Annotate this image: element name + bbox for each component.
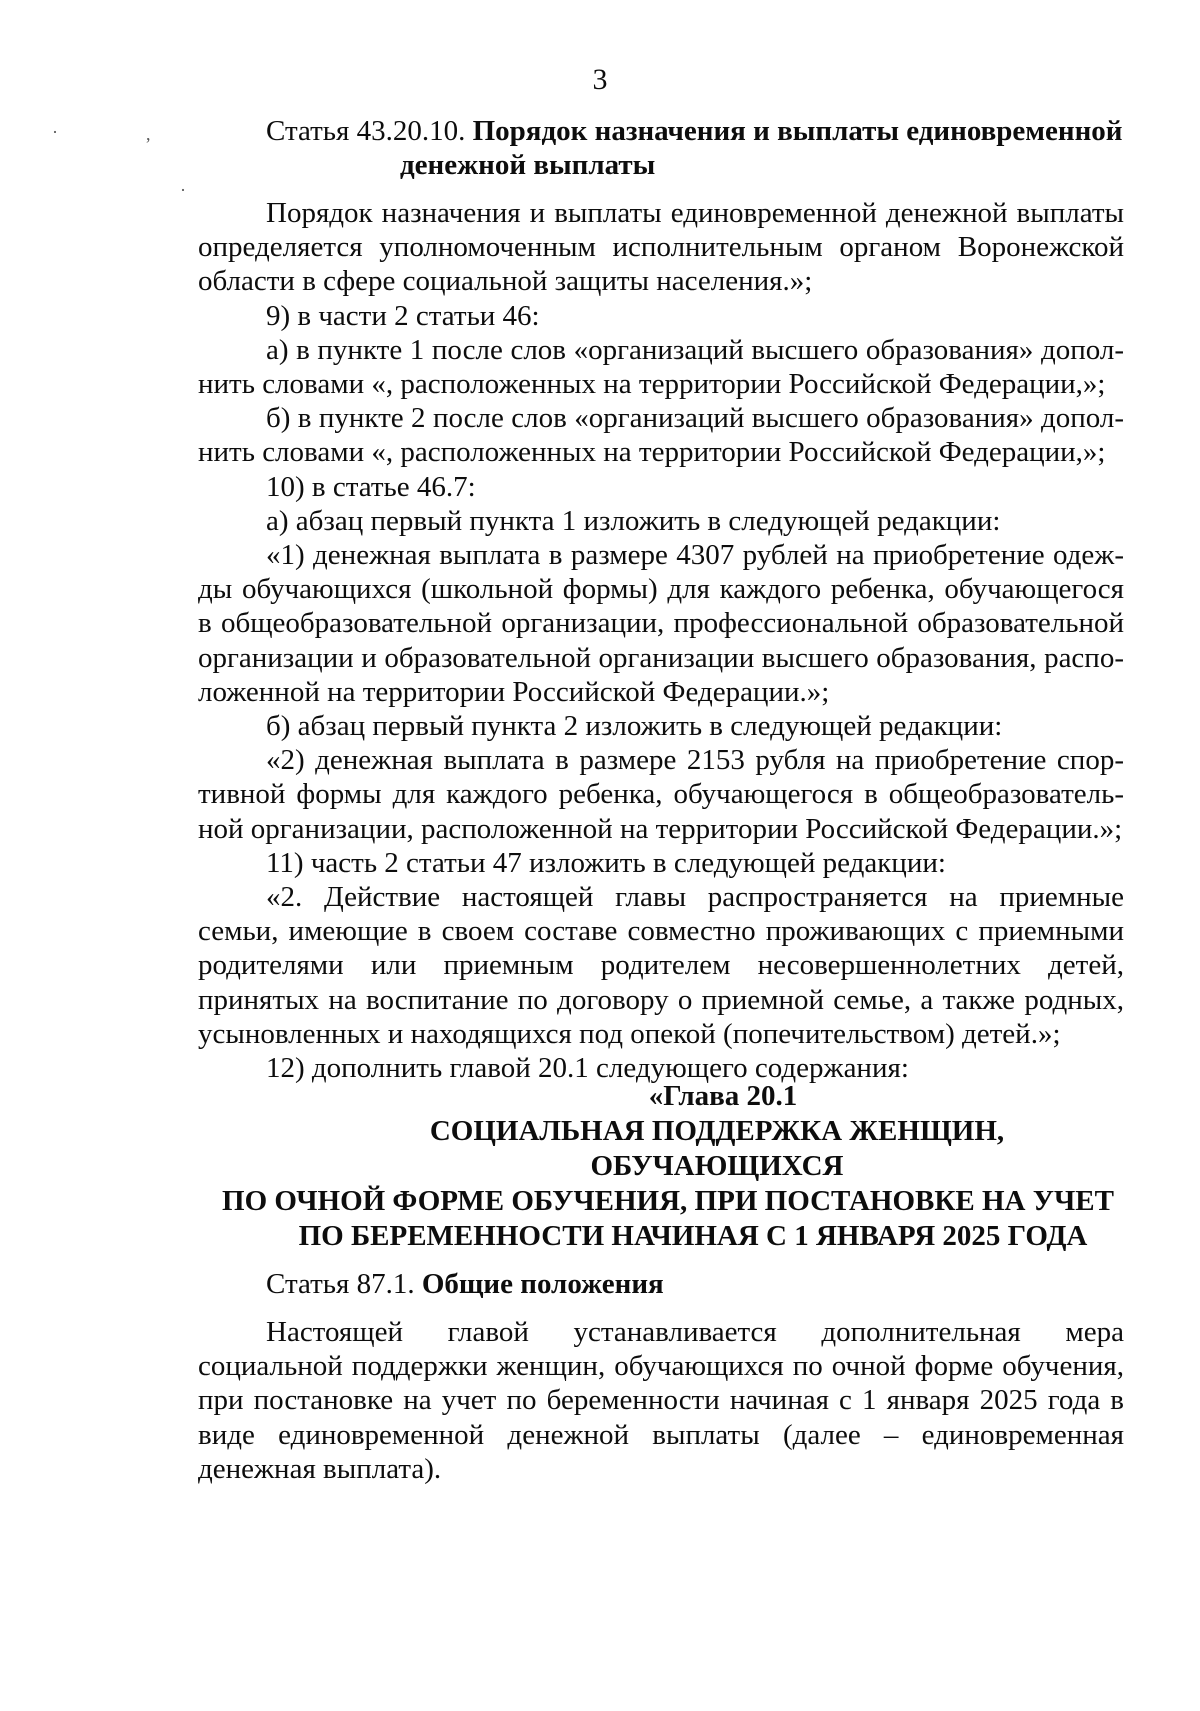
article-87-1-heading: [266, 1267, 1126, 1301]
paragraph: а) абзац первый пункта 1 изложить в следующей редакции:: [266, 504, 1001, 537]
paragraph: Порядок назначения и выплаты единовременной денежной выплаты определяется уполномоченным исполнительным органом Воронежской области в сфере социальной защиты населения.»;: [198, 197, 1124, 298]
paragraph: «1) денежная выплата в размере 4307 рублей на приобретение одежды обучающихся (школьной формы) для каждого ребенка, обучающегося в общеобразовательной организации, профессиональной образовательной организации и образовательной организации высшего образования, расположенной на территории Российской Федерации.»;: [198, 539, 1124, 708]
paragraph: «2) денежная выплата в размере 2153 рубля на приобретение спортивной формы для каждого ребенка, обучающегося в общеобразовательной организации, расположенной на территории Российской Федерации.»;: [198, 744, 1124, 845]
body-text: [198, 196, 1124, 1085]
paragraph: 11) часть 2 статьи 47 изложить в следующей редакции:: [266, 846, 946, 879]
page-number: 3: [592, 63, 608, 96]
paragraph: Настоящей главой устанавливается дополнительная мера социальной поддержки женщин, обучающихся по очной форме обучения, при постановке на учет по беременности начиная с 1 января 2025 года в виде единовременной денежной выплаты (далее – единовременная денежная выплата).: [198, 1316, 1124, 1485]
paragraph: б) абзац первый пункта 2 изложить в следующей редакции:: [266, 710, 1003, 743]
paragraph: «2. Действие настоящей главы распространяется на приемные семьи, имеющие в своем составе совместно проживающих с приемными родителями или приемным родителем несовершеннолетних детей, принятых на воспитание по договору о приемной семье, а также родных, усыновленных и находящихся под опекой (попечительством) детей.»;: [198, 881, 1124, 1050]
paragraph: 10) в статье 46.7:: [266, 470, 476, 503]
article-43-20-10-heading: [266, 114, 1126, 182]
chapter-title-line-1: СОЦИАЛЬНАЯ ПОДДЕРЖКА ЖЕНЩИН, ОБУЧАЮЩИХСЯ: [429, 1115, 1005, 1182]
scan-speck: ·: [52, 122, 58, 142]
body-text-2: [198, 1315, 1124, 1486]
chapter-number: «Глава 20.1: [648, 1080, 798, 1112]
paragraph: б) в пункте 2 после слов «организаций высшего образования» дополнить словами «, расположенных на территории Российской Федерации,»;: [198, 402, 1124, 469]
article-title-line-2: денежной выплаты: [400, 149, 656, 181]
paragraph: а) в пункте 1 после слов «организаций высшего образования» дополнить словами «, расположенных на территории Российской Федерации,»;: [198, 333, 1124, 401]
article-number: Статья 43.20.10.: [266, 115, 466, 147]
chapter-title-line-3: ПО БЕРЕМЕННОСТИ НАЧИНАЯ С 1 ЯНВАРЯ 2025 ГОДА: [298, 1220, 1088, 1252]
article-number: Статья 87.1.: [266, 1268, 415, 1300]
paragraph: 12) дополнить главой 20.1 следующего содержания:: [266, 1052, 909, 1085]
article-title: Общие положения: [421, 1268, 664, 1300]
chapter-title-line-2: ПО ОЧНОЙ ФОРМЕ ОБУЧЕНИЯ, ПРИ ПОСТАНОВКЕ НА УЧЕТ: [222, 1185, 1114, 1217]
scan-speck: ·: [180, 180, 186, 200]
scan-speck: ,: [146, 124, 151, 144]
paragraph: 9) в части 2 статьи 46:: [266, 299, 540, 332]
chapter-20-1-heading: [200, 1079, 1126, 1254]
article-title-line-1: Порядок назначения и выплаты единовременной: [472, 115, 1123, 147]
